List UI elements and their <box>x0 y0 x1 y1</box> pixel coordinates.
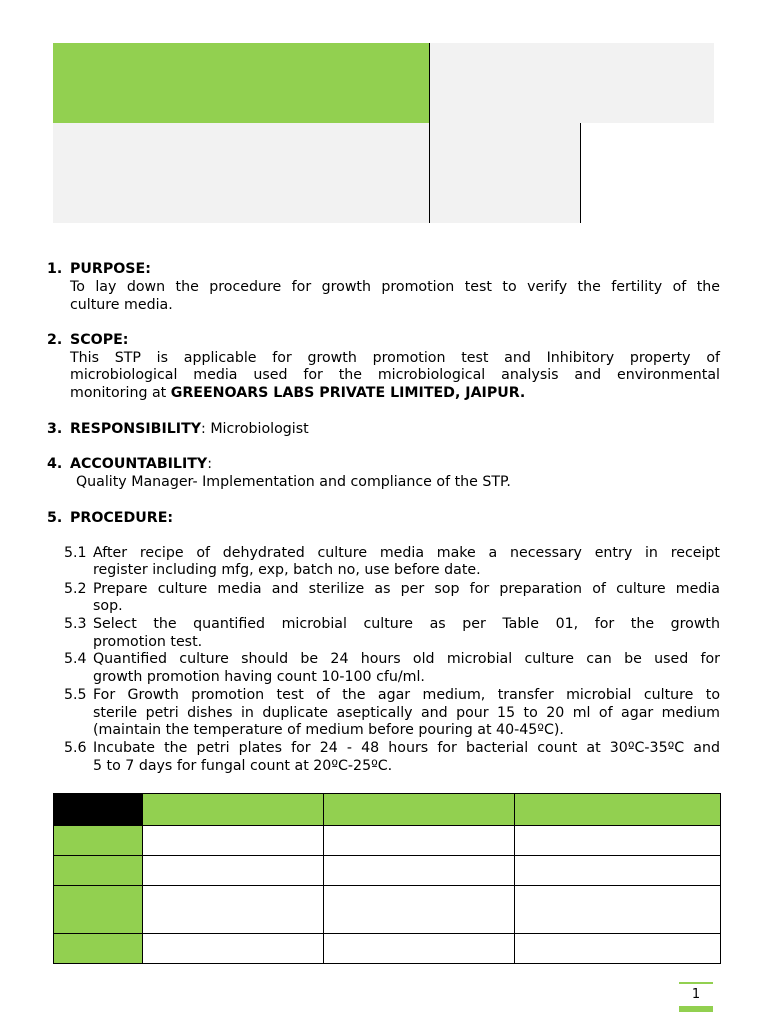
table-cell <box>143 886 324 934</box>
procedure-step-line: For Growth promotion test of the agar medium, transfer microbial culture to <box>93 687 720 703</box>
section-text-line: microbiological media used for the microbiological analysis and environmental <box>70 367 720 383</box>
table-row <box>54 934 721 964</box>
company-name: GREENOARS LABS PRIVATE LIMITED, JAIPUR. <box>170 385 526 401</box>
section-heading: PURPOSE: <box>70 261 151 277</box>
table-header-cell <box>54 794 143 826</box>
section-number: 3. <box>47 421 63 437</box>
table-cell <box>515 934 721 964</box>
procedure-step-number: 5.5 <box>64 687 87 703</box>
section-text-line <box>70 385 525 401</box>
table-cell <box>515 886 721 934</box>
header-field-value <box>580 203 714 223</box>
procedure-step-line: promotion test. <box>93 634 203 650</box>
table-row-label-cell <box>54 934 143 964</box>
procedure-step-line: Select the quantified microbial culture as per Table 01, for the growth <box>93 616 720 632</box>
table-row <box>54 886 721 934</box>
table-cell <box>143 856 324 886</box>
procedure-step-line: sop. <box>93 598 123 614</box>
table-row <box>54 826 721 856</box>
table-cell <box>324 826 515 856</box>
header-field-label <box>429 203 581 223</box>
procedure-step-number: 5.1 <box>64 545 87 561</box>
header-field-label <box>429 143 581 164</box>
section-heading: RESPONSIBILITY <box>70 421 202 437</box>
procedure-step-number: 5.2 <box>64 581 87 597</box>
procedure-step-number: 5.3 <box>64 616 87 632</box>
table-row <box>54 856 721 886</box>
section-heading-line <box>70 456 212 472</box>
procedure-step-line: Incubate the petri plates for 24 - 48 hours for bacterial count at 30ºC-35ºC and <box>93 740 720 756</box>
section-number: 2. <box>47 332 63 348</box>
table-row-label-cell <box>54 826 143 856</box>
table-cell <box>515 856 721 886</box>
page-number: 1 <box>679 982 713 1012</box>
procedure-step-line: Prepare culture media and sterilize as per sop for preparation of culture media <box>93 581 720 597</box>
table-row-label-cell <box>54 886 143 934</box>
procedure-step-line: (maintain the temperature of medium before pouring at 40-45ºC). <box>93 722 564 738</box>
table-cell <box>324 934 515 964</box>
procedure-step-line: register including mfg, exp, batch no, use before date. <box>93 562 481 578</box>
procedure-step-line: growth promotion having count 10-100 cfu/ml. <box>93 669 425 685</box>
section-text-line: Quality Manager- Implementation and compliance of the STP. <box>76 474 511 490</box>
culture-table <box>53 793 721 964</box>
table-cell <box>143 934 324 964</box>
table-header-cell <box>324 794 515 826</box>
table-cell <box>324 856 515 886</box>
header-field-label <box>429 183 581 204</box>
scope-text-prefix: monitoring at <box>70 385 171 401</box>
section-text: : Microbiologist <box>201 421 309 437</box>
section-heading: SCOPE: <box>70 332 129 348</box>
section-heading: PROCEDURE: <box>70 510 174 526</box>
header-field-label <box>429 163 581 184</box>
header-field-value <box>580 163 714 184</box>
table-row-label-cell <box>54 856 143 886</box>
table-header-cell <box>515 794 721 826</box>
procedure-step-line: Quantified culture should be 24 hours old microbial culture can be used for <box>93 651 720 667</box>
procedure-step-number: 5.4 <box>64 651 87 667</box>
header-logo-cell <box>53 43 430 124</box>
header-field-value <box>580 183 714 204</box>
table-header-row <box>54 794 721 826</box>
table-cell <box>515 826 721 856</box>
table-cell <box>143 826 324 856</box>
section-text-line: To lay down the procedure for growth promotion test to verify the fertility of the <box>70 279 720 295</box>
section-heading-line <box>70 421 309 437</box>
section-text-line: This STP is applicable for growth promotion test and Inhibitory property of <box>70 350 720 366</box>
section-number: 5. <box>47 510 63 526</box>
table-cell <box>324 886 515 934</box>
header-field-value <box>580 123 714 144</box>
header-title-cell <box>430 43 714 124</box>
section-heading: ACCOUNTABILITY <box>70 456 208 472</box>
procedure-step-number: 5.6 <box>64 740 87 756</box>
procedure-step-line: sterile petri dishes in duplicate aseptically and pour 15 to 20 ml of agar medium <box>93 705 720 721</box>
procedure-step-line: 5 to 7 days for fungal count at 20ºC-25ºC. <box>93 758 393 774</box>
header-field-value <box>580 143 714 164</box>
section-colon: : <box>207 456 212 472</box>
section-number: 1. <box>47 261 63 277</box>
section-number: 4. <box>47 456 63 472</box>
procedure-step-line: After recipe of dehydrated culture media make a necessary entry in receipt <box>93 545 720 561</box>
header-field-label <box>429 123 581 144</box>
table-header-cell <box>143 794 324 826</box>
header-doc-title-cell <box>53 123 430 223</box>
section-text-line: culture media. <box>70 297 173 313</box>
